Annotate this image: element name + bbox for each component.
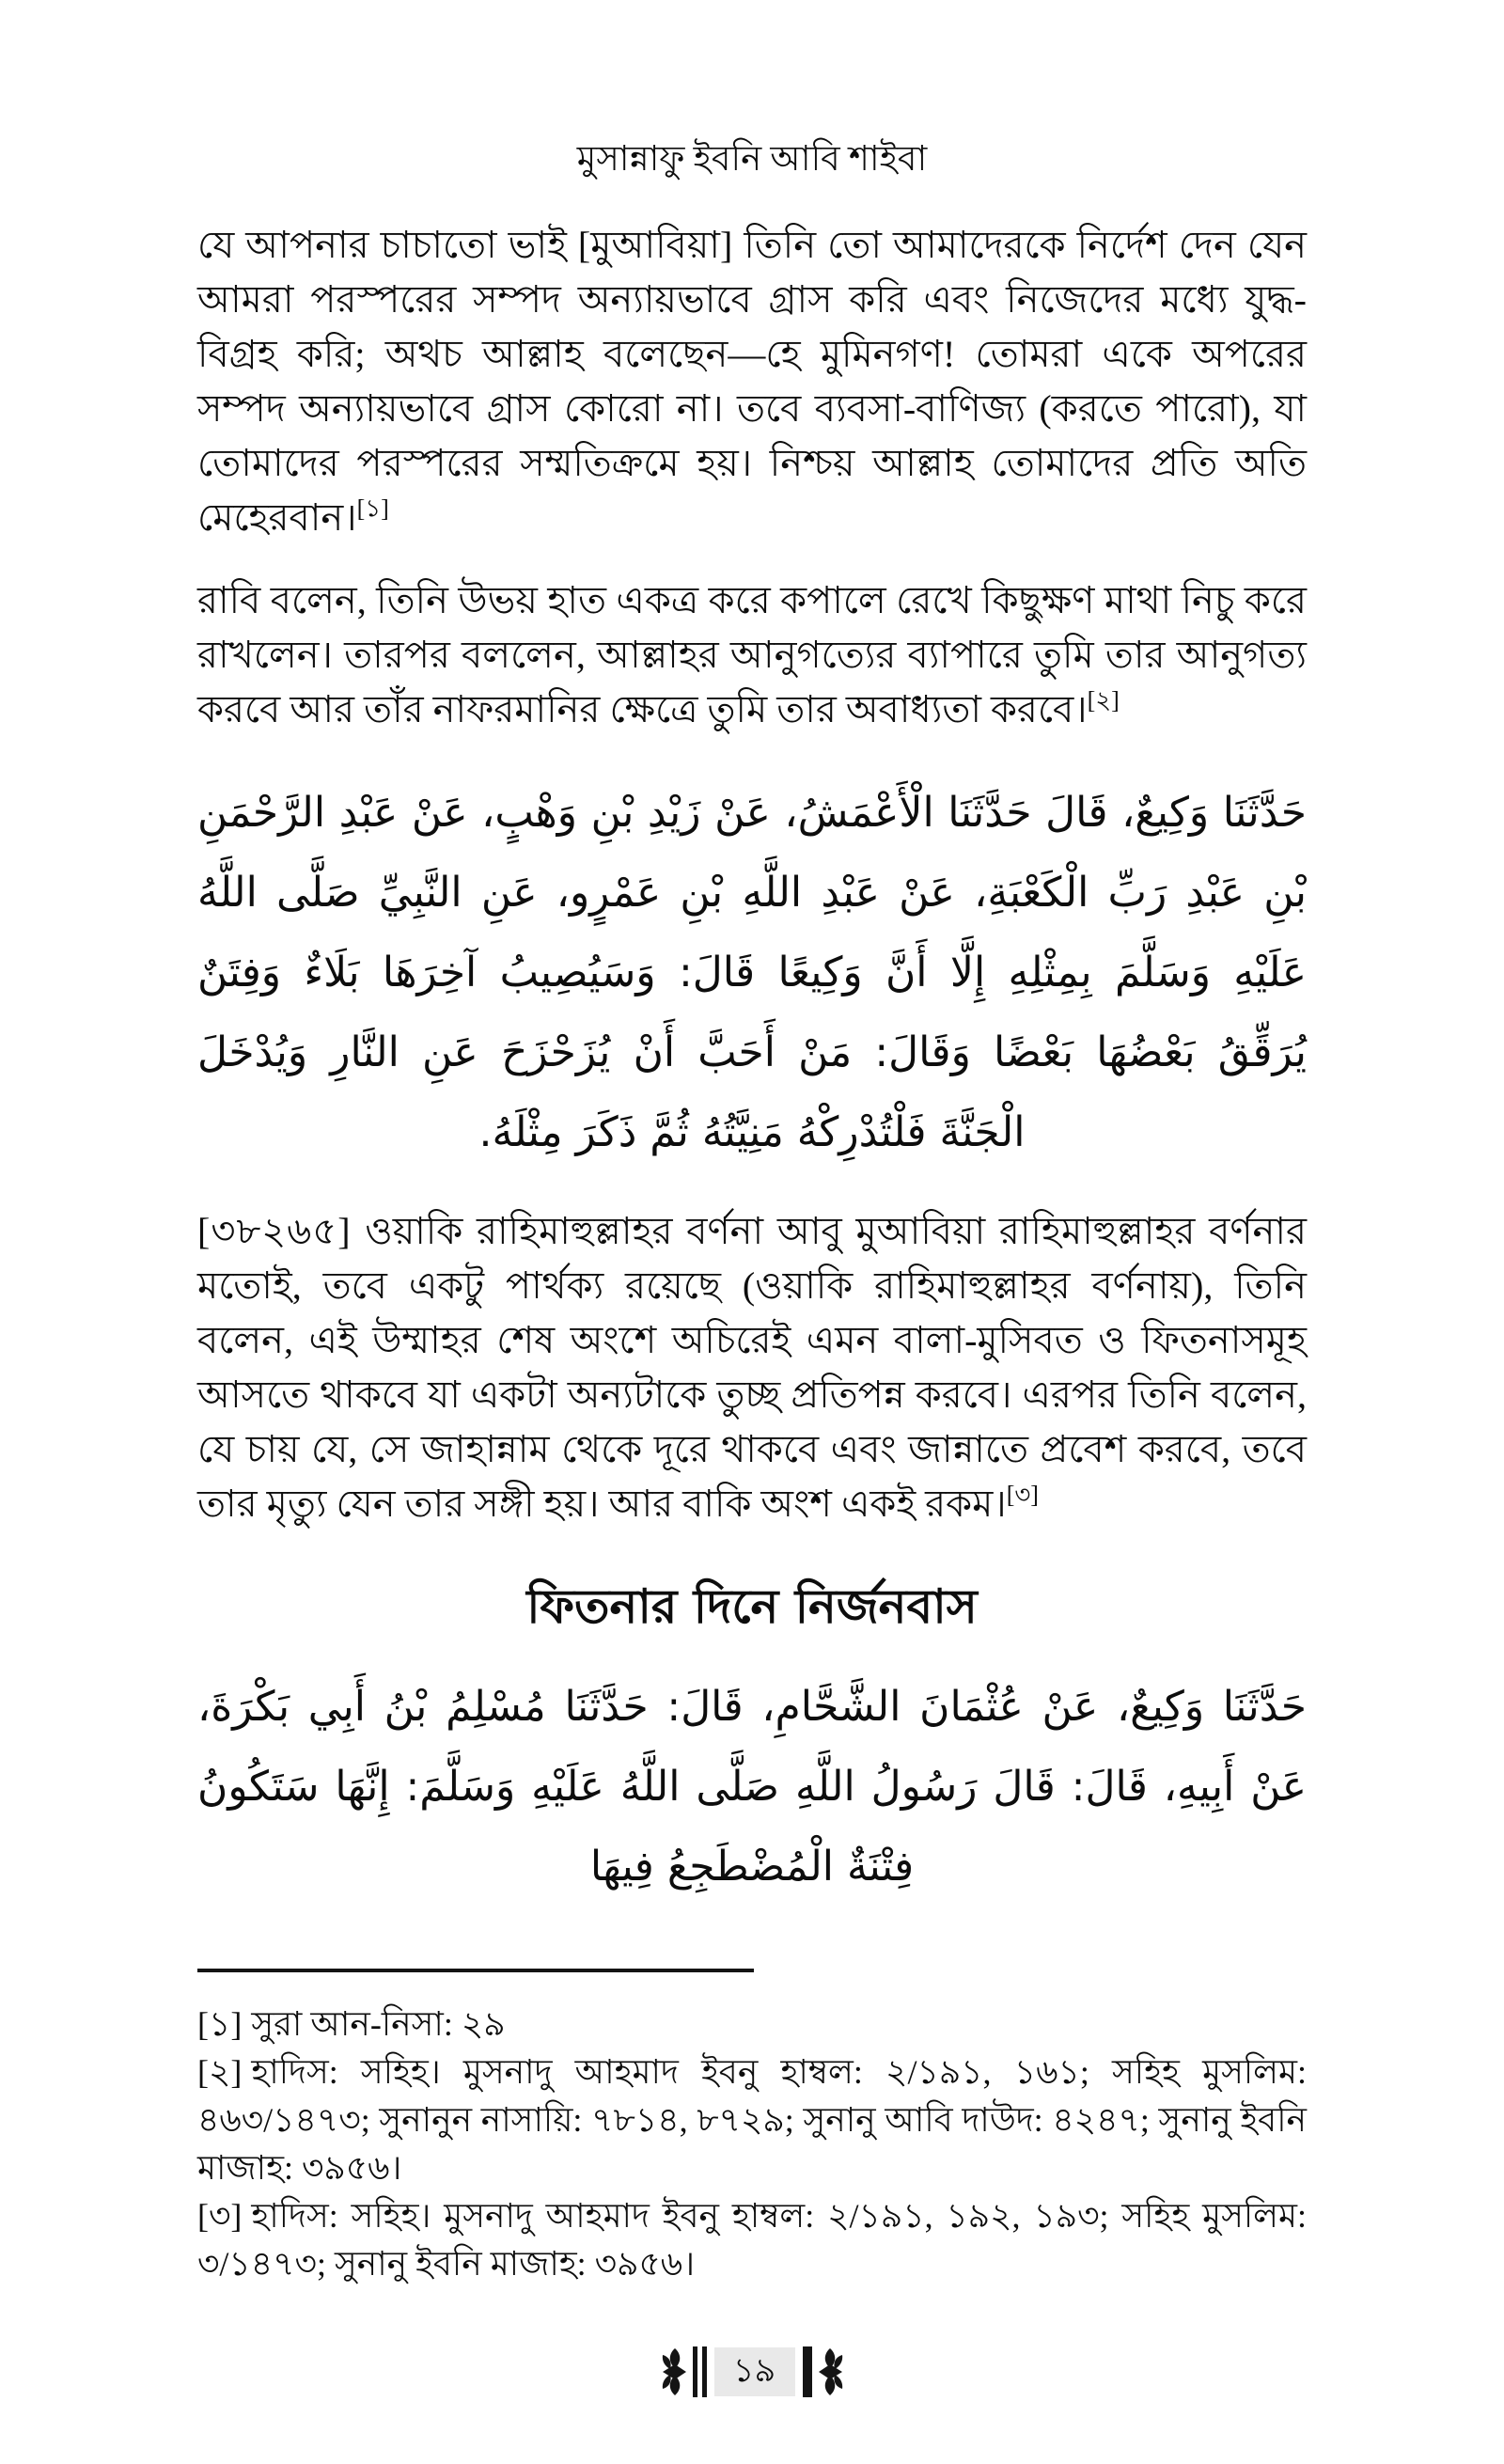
footnote-marker: [২] bbox=[197, 2053, 243, 2091]
footnote-ref-1: [১] bbox=[356, 494, 389, 523]
footnote-item bbox=[197, 2001, 1307, 2048]
footnote-separator-rule bbox=[197, 1969, 754, 1972]
hadith-text: ওয়াকি রাহিমাহুল্লাহর বর্ণনা আবু মুআবিয়া রাহিমাহুল্লাহর বর্ণনার মতোই, তবে একটু পার্থক্য রয়েছে (ওয়াকি রাহিমাহুল্লাহর বর্ণনায়), তিনি বলেন, এই উম্মাহর শেষ অংশে অচিরেই এমন বালা-মুসিবত ও ফিতনাসমূহ আসতে থাকবে যা একটা অন্যটাকে তুচ্ছ প্রতিপন্ন করবে। এরপর তিনি বলেন, যে চায় যে, সে জাহান্নাম থেকে দূরে থাকবে এবং জান্নাতে প্রবেশ করবে, তবে তার মৃত্যু যেন তার সঙ্গী হয়। আর বাকি অংশ একই রকম। bbox=[197, 1210, 1307, 1525]
paragraph-narrator-note-text: রাবি বলেন, তিনি উভয় হাত একত্র করে কপালে রেখে কিছুক্ষণ মাথা নিচু করে রাখলেন। তারপর বললেন, আল্লাহর আনুগত্যের ব্যাপারে তুমি তার আনুগত্য করবে আর তাঁর নাফরমানির ক্ষেত্রে তুমি তার অবাধ্যতা করবে। bbox=[197, 579, 1307, 730]
paragraph-continued bbox=[197, 218, 1307, 545]
page-content bbox=[0, 139, 1504, 2397]
running-head-book-title: মুসান্নাফু ইবনি আবি শাইবা bbox=[576, 140, 928, 179]
footnote-text: হাদিস: সহিহ। মুসনাদু আহমাদ ইবনু হাম্বল: ২/১৯১, ১৬১; সহিহ মুসলিম: ৪৬৩/১৪৭৩; সুনানুন নাসায়ি: ৭৮১৪, ৮৭২৯; সুনানু আবি দাউদ: ৪২৪৭; সুনানু ইবনি মাজাহ: ৩৯৫৬। bbox=[197, 2053, 1307, 2187]
ornament-bar bbox=[702, 2346, 707, 2397]
arabic-hadith-isnad-block: حَدَّثَنَا وَكِيعٌ، قَالَ حَدَّثَنَا الْأَعْمَشُ، عَنْ زَيْدِ بْنِ وَهْبٍ، عَنْ عَبْدِ الرَّحْمَنِ بْنِ عَبْدِ رَبِّ الْكَعْبَةِ، عَنْ عَبْدِ اللَّهِ بْنِ عَمْرٍو، عَنِ النَّبِيِّ صَلَّى اللَّهُ عَلَيْهِ وَسَلَّمَ بِمِثْلِهِ إِلَّا أَنَّ وَكِيعًا قَالَ: وَسَيُصِيبُ آخِرَهَا بَلَاءٌ وَفِتَنٌ يُرَقِّقُ بَعْضُهَا بَعْضًا وَقَالَ: مَنْ أَحَبَّ أَنْ يُزَحْزَحَ عَنِ النَّارِ وَيُدْخَلَ الْجَنَّةَ فَلْتُدْرِكْهُ مَنِيَّتُهُ ثُمَّ ذَكَرَ مِثْلَهُ. bbox=[197, 789, 1307, 1156]
hadith-38265-paragraph bbox=[197, 1204, 1307, 1531]
footnote-text: হাদিস: সহিহ। মুসনাদু আহমাদ ইবনু হাম্বল: ২/১৯১, ১৯২, ১৯৩; সহিহ মুসলিম: ৩/১৪৭৩; সুনানু ইবনি মাজাহ: ৩৯৫৬। bbox=[197, 2197, 1307, 2283]
footnote-item bbox=[197, 2192, 1307, 2288]
page-number: ১৯ bbox=[732, 2351, 776, 2389]
section-heading-seclusion-in-fitnah: ফিতনার দিনে নির্জনবাস bbox=[526, 1579, 978, 1634]
footnote-ref-3: [৩] bbox=[1006, 1481, 1039, 1509]
page-number-badge bbox=[714, 2347, 795, 2396]
ornament-bar bbox=[807, 2346, 812, 2397]
ornament-bar bbox=[693, 2346, 697, 2397]
footnote-item bbox=[197, 2048, 1307, 2192]
paragraph-narrator-note bbox=[197, 573, 1307, 737]
lotus-ornament-icon bbox=[660, 2346, 688, 2397]
arabic-hadith-block-2: حَدَّثَنَا وَكِيعٌ، عَنْ عُثْمَانَ الشَّحَّامِ، قَالَ: حَدَّثَنَا مُسْلِمُ بْنُ أَبِي بَكْرَةَ، عَنْ أَبِيهِ، قَالَ: قَالَ رَسُولُ اللَّهِ صَلَّى اللَّهُ عَلَيْهِ وَسَلَّمَ: إِنَّهَا سَتَكُونُ فِتْنَةٌ الْمُضْطَجِعُ فِيهَا bbox=[197, 1683, 1307, 1891]
lotus-ornament-icon bbox=[817, 2346, 845, 2397]
paragraph-continued-text: যে আপনার চাচাতো ভাই [মুআবিয়া] তিনি তো আমাদেরকে নির্দেশ দেন যেন আমরা পরস্পরের সম্পদ অন্যায়ভাবে গ্রাস করি এবং নিজেদের মধ্যে যুদ্ধ-বিগ্রহ করি; অথচ আল্লাহ বলেছেন—হে মুমিনগণ! তোমরা একে অপরের সম্পদ অন্যায়ভাবে গ্রাস কোরো না। তবে ব্যবসা-বাণিজ্য (করতে পারো), যা তোমাদের পরস্পরের সম্মতিক্রমে হয়। নিশ্চয় আল্লাহ তোমাদের প্রতি অতি মেহেরবান। bbox=[197, 224, 1307, 539]
footnote-marker: [৩] bbox=[197, 2197, 243, 2235]
page-number-ornament bbox=[197, 2346, 1307, 2397]
footnote-marker: [১] bbox=[197, 2005, 243, 2043]
footnote-ref-2: [২] bbox=[1087, 686, 1120, 714]
footnotes-section bbox=[197, 2001, 1307, 2288]
hadith-number: [৩৮২৬৫] bbox=[197, 1210, 352, 1252]
book-page bbox=[0, 139, 1504, 2464]
footnote-text: সুরা আন-নিসা: ২৯ bbox=[251, 2005, 506, 2043]
